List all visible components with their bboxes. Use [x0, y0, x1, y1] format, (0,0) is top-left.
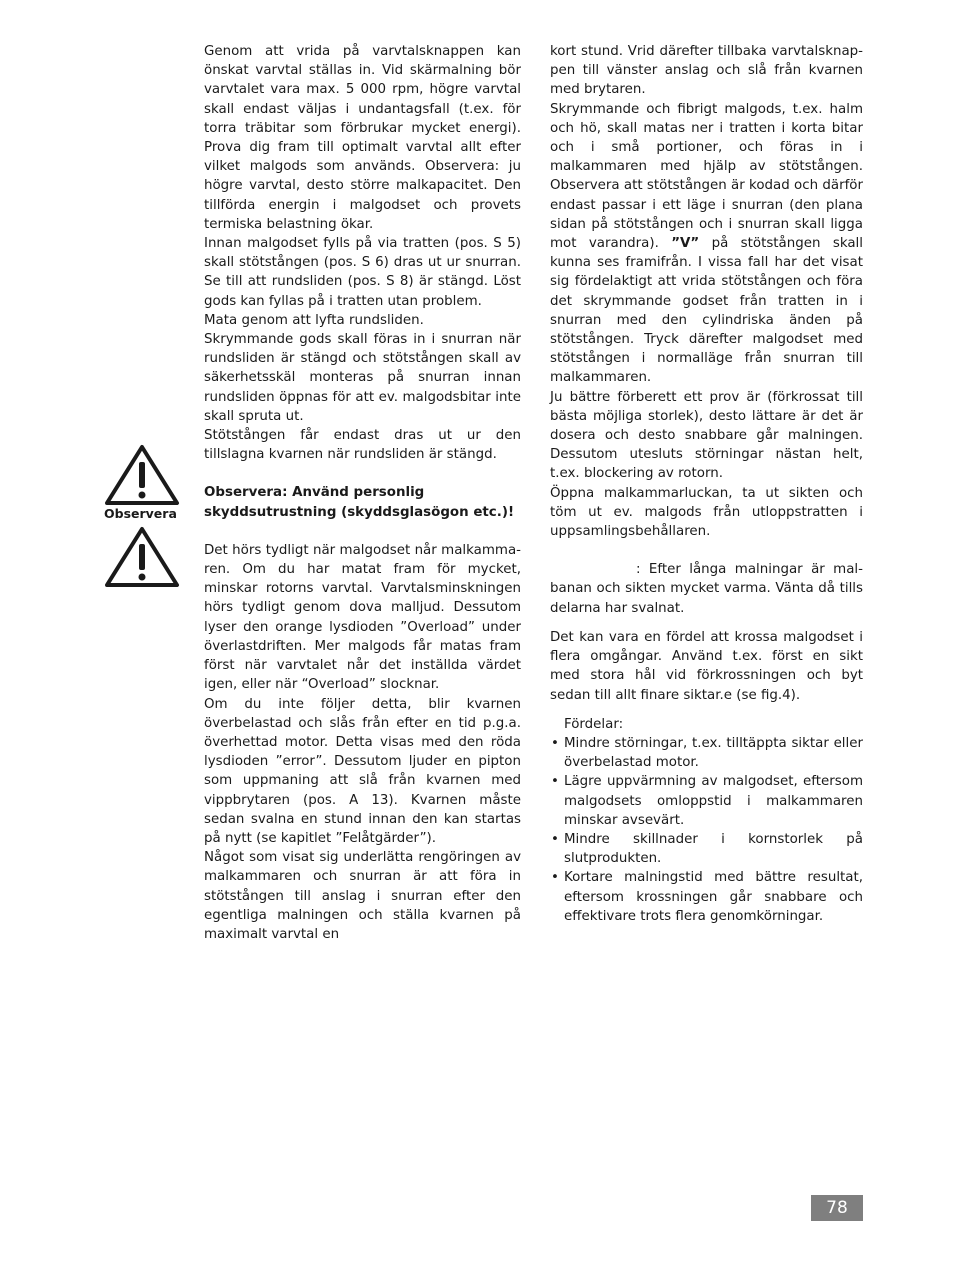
- paragraph: Det hörs tydligt när malgodset når malkammaren. Om du har matat fram för mycket, minskar rotorns varvtal. Varvtalsminskningen hörs tydligt genom dova malljud. Dessutom lyser den orange lysdioden ”Overload” under överlastdriften. Mer malgods får matas fram först när varvtalet når det inställda värdet igen, eller när “Overload” slocknar.: [204, 542, 521, 693]
- right-column: [550, 42, 863, 926]
- paragraph: Det kan vara en fördel att krossa malgodset i flera omgångar. Använd t.ex. först en sikt med stora hål vid förkrossningen och byt sedan till allt finare siktar.e (se fig.4).: [550, 629, 863, 703]
- list-item: • Mindre störningar, t.ex. tilltäppta siktar eller överbelastad motor.: [550, 734, 863, 772]
- list-item: • Lägre uppvärmning av malgodset, eftersom malgodsets omloppstid i malkammaren minskar avsevärt.: [550, 772, 863, 830]
- paragraph: Innan malgodset fylls på via tratten (pos. S 5) skall stötstången (pos. S 6) dras ut ur snurran. Se till att rundsliden (pos. S 8) är stängd. Löst gods kan fyllas på i tratten utan problem.: [204, 236, 521, 309]
- paragraph: Om du inte följer detta, blir kvarnen överbelastad och slås från efter en tid p.g.a. överhettad motor. Detta visas med den röda lysdioden ”error”. Dessutom ljuder en pipton som uppmaning att slå från kvarnen med vippbrytaren (pos. A 13). Kvarnen måste sedan svalna en stund innan den kan startas på nytt (se kapitlet ”Felåtgärder”).: [204, 696, 521, 846]
- advantages-title: Fördelar:: [564, 716, 624, 732]
- paragraph: Öppna malkammarluckan, ta ut sikten och töm ut ev. malgods från utloppstratten i uppsamlingsbehållaren.: [550, 485, 863, 540]
- left-column: [204, 42, 521, 944]
- warning-label: Observera: [104, 506, 177, 521]
- warning-triangle-icon-2: [104, 526, 180, 588]
- paragraph: Mata genom att lyfta rundsliden.: [204, 312, 424, 328]
- emphasis-v: ”V”: [671, 236, 700, 252]
- list-item: • Kortare malningstid med bättre resultat, eftersom krossningen går snabbare och effektivare trots flera genomkörningar.: [550, 868, 863, 926]
- caution-paragraph: : Efter långa malningar är malbanan och sikten mycket varma. Vänta då tills delarna har svalnat.: [550, 562, 863, 616]
- paragraph: Något som visat sig underlätta rengöringen av malkammaren och snurran är att föra in stötstången till anslag i snurran efter den egentliga malningen och ställa kvarnen på maximalt varvtal en: [204, 850, 521, 942]
- warning-triangle-icon: [104, 444, 180, 506]
- advantages-list: [550, 734, 863, 926]
- paragraph: kort stund. Vrid därefter tillbaka varvtalsknappen till vänster anslag och slå från kvarnen med brytaren.: [550, 44, 863, 98]
- paragraph: Ju bättre förberett ett prov är (förkrossat till bästa möjliga storlek), desto lättare är det är dosera och desto snabbare går malningen. Dessutom utesluts störningar nästan helt, t.ex. blockering av rotorn.: [550, 389, 863, 482]
- list-item: • Mindre skillnader i kornstorlek på slutprodukten.: [550, 830, 863, 868]
- paragraph: Skrymmande gods skall föras in i snurran när rundsliden är stängd och stötstången skall av säkerhetsskäl monteras på snurran innan rundsliden öppnas för att ev. malgodsbitar inte skall spruta ut.: [204, 332, 521, 424]
- paragraph: Genom att vrida på varvtalsknappen kan önskat varvtal ställas in. Vid skärmalning bör varvtalet vara max. 5 000 rpm, högre varvtal skall endast väljas i undantagsfall (t.ex. för torra träbitar som förbrukar mycket energi). Prova dig fram till optimalt varvtal allt efter vilket malgods som används. Observera: ju högre varvtal, desto större malkapacitet. Den tillförda energin i malgodset och provets termiska belastning ökar.: [204, 44, 521, 232]
- safety-warning: Observera: Använd personlig skyddsutrustning (skyddsglasögon etc.)!: [204, 485, 515, 520]
- paragraph: Skrymmande och fibrigt malgods, t.ex. halm och hö, skall matas ner i tratten i korta bitar och i små portioner, och föras in i malkammaren med hjälp av stötstången. Observera att stötstången är kodad och därför endast passar i ett läge i snurran (den plana sidan på stötstången och i snurran skall ligga mot varandra). ”V” på stötstången skall kunna ses framifrån. I vissa fall har det visat sig fördelaktigt att vrida stötstången och föra det skrymmande godset från tratten in i snurran med den cylindriska änden på stötstången. Tryck därefter malgodset med stötstången i normalläge från snurran till malkammaren.: [550, 101, 863, 386]
- page-number: 78: [811, 1195, 863, 1221]
- paragraph: Stötstången får endast dras ut ur den tillslagna kvarnen när rundsliden är stängd.: [204, 428, 521, 463]
